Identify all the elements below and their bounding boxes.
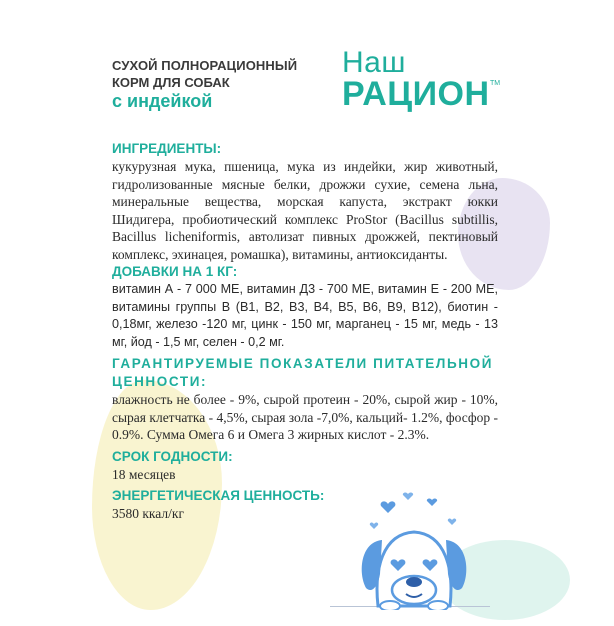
shelf-life-text: 18 месяцев [112, 466, 176, 482]
guaranteed-text: влажность не более - 9%, сырой протеин - 20%, сырой жир - 10%, сырая клетчатка - 4,5%, сырая зола -7,0%, кальций- 1.2%, фосфор - 0.9%. Сумма Омега 6 и Омега 3 жирных кислот - 2.3%. [112, 392, 498, 442]
brand-logo-bottom: РАЦИОН [342, 75, 490, 113]
ingredients-heading: ИНГРЕДИЕНТЫ: [112, 141, 222, 156]
heart-icon [370, 522, 378, 529]
product-flavor: с индейкой [112, 91, 213, 111]
product-title [112, 58, 332, 111]
shelf-life-heading: СРОК ГОДНОСТИ: [112, 448, 233, 464]
additives-text: витамин А - 7 000 МЕ, витамин Д3 - 700 МЕ, витамин Е - 200 МЕ, витамины группы В (В1, В2, В3, В4, В5, В6, В9, В12), биотин - 0,18мг, железо -120 мг, цинк - 150 мг, марганец - 15 мг, медь - 13 мг, йод - 1,5 мг, селен - 0,2 мг. [112, 282, 498, 349]
ingredients-text: кукурузная мука, пшеница, мука из индейки, жир животный, гидролизованные мясные белки, дрожжи сухие, семена льна, минеральные вещества, морская капуста, экстракт юкки Шидигера, пробиотический комплекс ProStor (Bacillus subtillis, Bacillus licheniformis, автолизат пивных дрожжей, пектиновый комплекс, эхинацея, ромашка), витамины, антиоксиданты. [112, 159, 498, 262]
additives-heading: ДОБАВКИ НА 1 КГ: [112, 264, 238, 279]
trademark-mark: TM [490, 80, 501, 87]
energy-text: 3580 ккал/кг [112, 506, 184, 521]
product-title-line1: СУХОЙ ПОЛНОРАЦИОННЫЙ [112, 58, 298, 73]
guaranteed-heading: ГАРАНТИРУЕМЫЕ ПОКАЗАТЕЛИ ПИТАТЕЛЬНОЙ ЦЕННОСТИ: [112, 356, 494, 389]
product-title-line2: КОРМ ДЛЯ СОБАК [112, 75, 230, 90]
brand-logo-top: Наш [342, 46, 406, 79]
energy-heading: ЭНЕРГЕТИЧЕСКАЯ ЦЕННОСТЬ: [112, 488, 325, 503]
brand-logo [342, 48, 502, 118]
composition-content [112, 140, 498, 523]
